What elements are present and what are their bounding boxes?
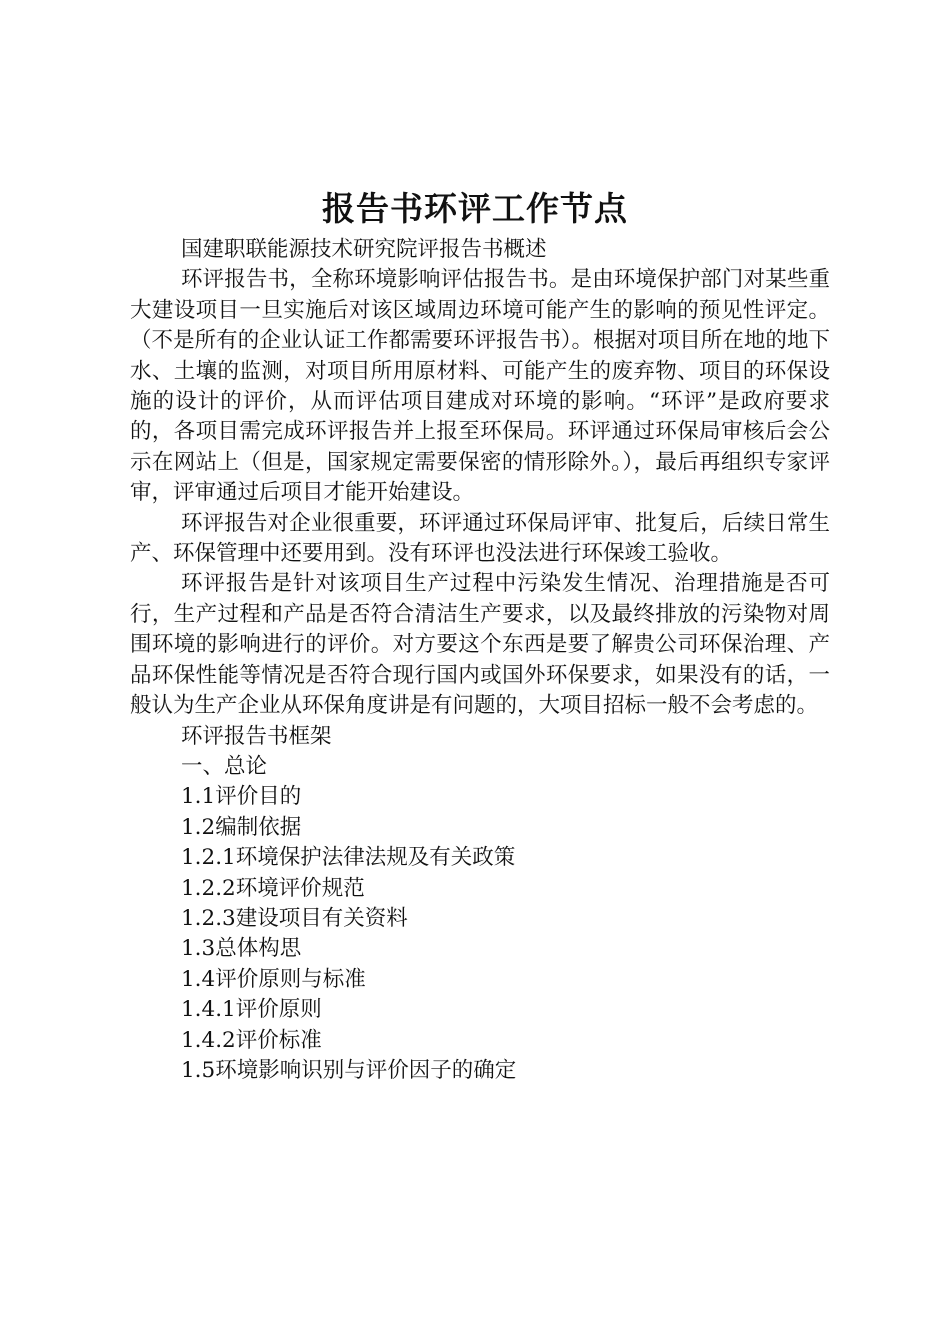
document-body	[130, 235, 830, 1086]
framework-outline	[130, 752, 830, 1086]
document-title: 报告书环评工作节点	[322, 189, 628, 228]
outline-item: 1.2.3建设项目有关资料	[181, 905, 408, 931]
outline-item: 1.3总体构思	[181, 936, 302, 962]
outline-item: 1.4.2评价标准	[181, 1027, 322, 1053]
paragraph-purpose: 环评报告是针对该项目生产过程中污染发生情况、治理措施是否可行，生产过程和产品是否符合清洁生产要求，以及最终排放的污染物对周围环境的影响进行的评价。对方要这个东西是要了解贵公司环保治理、产品环保性能等情况是否符合现行国内或国外环保要求，如果没有的话，一般认为生产企业从环保角度讲是有问题的，大项目招标一般不会考虑的。	[130, 571, 830, 719]
outline-item: 1.5环境影响识别与评价因子的确定	[181, 1057, 517, 1083]
intro-heading: 国建职联能源技术研究院评报告书概述	[181, 237, 547, 262]
paragraph-definition: 环评报告书，全称环境影响评估报告书。是由环境保护部门对某些重大建设项目一旦实施后对该区域周边环境可能产生的影响的预见性评定。（不是所有的企业认证工作都需要环评报告书）。根据对项目所在地的地下水、土壤的监测，对项目所用原材料、可能产生的废弃物、项目的环保设施的设计的评价，从而评估项目建成对环境的影响。“环评”是政府要求的，各项目需完成环评报告并上报至环保局。环评通过环保局审核后会公示在网站上（但是，国家规定需要保密的情形除外。），最后再组织专家评审，评审通过后项目才能开始建设。	[130, 267, 830, 506]
outline-item: 一、总论	[181, 753, 268, 779]
outline-item: 1.2编制依据	[181, 814, 302, 840]
paragraph-importance: 环评报告对企业很重要，环评通过环保局评审、批复后，后续日常生产、环保管理中还要用到。没有环评也没法进行环保竣工验收。	[130, 510, 830, 567]
outline-item: 1.2.1环境保护法律法规及有关政策	[181, 845, 516, 871]
framework-heading: 环评报告书框架	[181, 723, 332, 749]
outline-item: 1.1评价目的	[181, 784, 302, 810]
outline-item: 1.4.1评价原则	[181, 997, 322, 1023]
outline-item: 1.4评价原则与标准	[181, 966, 366, 992]
outline-item: 1.2.2环境评价规范	[181, 875, 365, 901]
